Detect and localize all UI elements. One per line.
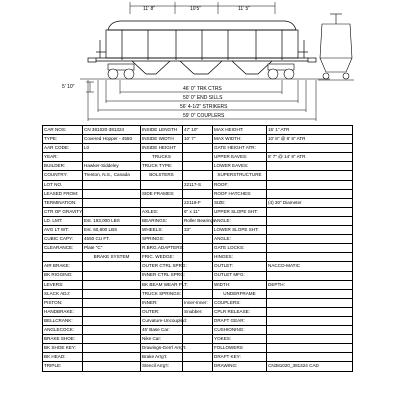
spec-value-b: [183, 289, 213, 298]
spec-value-c: [267, 253, 353, 262]
spec-value-b: [183, 153, 213, 162]
top-dim-1: 11' 8": [143, 6, 156, 12]
spec-row: [43, 162, 353, 171]
spec-value-b: Inner-Inner:: [183, 298, 213, 307]
spec-value-a: [83, 326, 141, 335]
spec-label-a: CTR OF GRAVITY:: [43, 207, 83, 216]
spec-table-body: [43, 126, 353, 372]
spec-label-c: MAX HEIGHT:: [213, 126, 267, 135]
spec-value-b: 22117-S: [183, 180, 213, 189]
spec-label-b: WHEELS:: [141, 226, 183, 235]
spec-value-a: BRAKE SYSTEM: [83, 253, 141, 262]
spec-label-c: SUPERSTRUCTURE: [213, 171, 267, 180]
spec-label-c: ANGLE:: [213, 235, 267, 244]
spec-value-a: [83, 280, 141, 289]
spec-value-c: [267, 307, 353, 316]
spec-row: [43, 135, 353, 144]
spec-label-a: PISTON:: [43, 298, 83, 307]
spec-label-a: TRIPLE:: [43, 362, 83, 371]
top-dim-2: 10'5": [190, 6, 202, 12]
spec-row: [43, 362, 353, 371]
spec-row: [43, 344, 353, 353]
couplers-dim: 59' 0" COUPLERS: [183, 113, 225, 119]
spec-value-c: [267, 344, 353, 353]
spec-value-b: [183, 171, 213, 180]
spec-row: [43, 144, 353, 153]
spec-value-b: Roller Bearings: [183, 216, 213, 225]
spec-value-b: [183, 362, 213, 371]
spec-value-c: [267, 171, 353, 180]
spec-value-b: 22118-F: [183, 198, 213, 207]
spec-value-b: 6" x 11": [183, 207, 213, 216]
spec-row: [43, 207, 353, 216]
spec-value-a: Est. 193,000 LBS: [83, 216, 141, 225]
spec-value-a: [83, 344, 141, 353]
side-dimension: [86, 82, 94, 92]
spec-label-a: LEVERS:: [43, 280, 83, 289]
spec-value-b: [183, 353, 213, 362]
spec-row: [43, 326, 353, 335]
spec-value-a: Covered Hopper - 4550: [83, 135, 141, 144]
spec-value-a: Plate "C": [83, 244, 141, 253]
spec-value-c: [267, 335, 353, 344]
spec-label-c: HINGES:: [213, 253, 267, 262]
spec-label-b: BOLSTERS: [141, 171, 183, 180]
spec-label-a: ANGLECOCK:: [43, 326, 83, 335]
strikers-dim: 56' 4-1/2" STRIKERS: [180, 104, 228, 110]
spec-value-a: [83, 353, 141, 362]
spec-label-c: ANGLE:: [213, 216, 267, 225]
spec-value-c: [267, 180, 353, 189]
spec-label-b: Drawings-Gen'l Arrg't:: [141, 344, 183, 353]
spec-value-c: [267, 144, 353, 153]
spec-label-b: INSIDE WIDTH: [141, 135, 183, 144]
spec-value-c: [267, 271, 353, 280]
spec-row: [43, 180, 353, 189]
spec-table: [42, 125, 353, 372]
spec-label-c: DRAWING:: [213, 362, 267, 371]
spec-label-a: BK SHOE KEY:: [43, 344, 83, 353]
spec-label-c: LOWER EAVES:: [213, 162, 267, 171]
spec-label-a: [43, 253, 83, 262]
spec-label-a: TYPE:: [43, 135, 83, 144]
spec-value-b: [183, 144, 213, 153]
spec-value-c: [267, 207, 353, 216]
spec-label-b: BK BEAM WEAR PLT:: [141, 280, 183, 289]
spec-value-c: [267, 244, 353, 253]
spec-label-b: FRIC. WEDGE:: [141, 253, 183, 262]
spec-value-c: [267, 189, 353, 198]
spec-label-c: ROOF:: [213, 180, 267, 189]
spec-row: [43, 262, 353, 271]
spec-label-a: CUBIC CAPY:: [43, 235, 83, 244]
spec-value-c: [267, 226, 353, 235]
spec-value-b: 33": [183, 226, 213, 235]
spec-label-b: TRUCK SPRINGS:: [141, 289, 183, 298]
spec-row: [43, 216, 353, 225]
spec-row: [43, 153, 353, 162]
spec-label-c: ROOF HATCHES:: [213, 189, 267, 198]
spec-value-c: 8' 7" @ 14' 8" ATR: [267, 153, 353, 162]
spec-row: [43, 235, 353, 244]
spec-row: [43, 316, 353, 325]
spec-label-b: AXLES:: [141, 207, 183, 216]
spec-label-b: INSIDE HEIGHT: [141, 144, 183, 153]
spec-value-a: CN 381020-381324: [83, 126, 141, 135]
spec-value-a: [83, 262, 141, 271]
spec-value-a: [83, 335, 141, 344]
spec-value-b: [183, 326, 213, 335]
spec-label-a: AVG LT WT:: [43, 226, 83, 235]
spec-label-b: R.BRG.ADAPTERS:: [141, 244, 183, 253]
truck-centers-dim: 46' 0" TRK CTRS: [183, 86, 222, 92]
spec-label-c: FOLLOWERS: [213, 344, 267, 353]
spec-value-a: [83, 289, 141, 298]
spec-value-a: [83, 298, 141, 307]
spec-label-a: BUILDER:: [43, 162, 83, 171]
spec-label-b: SIDE FRAMES:: [141, 189, 183, 198]
spec-label-b: BEARINGS:: [141, 216, 183, 225]
spec-label-b: Nike Car:: [141, 335, 183, 344]
spec-value-c: [267, 235, 353, 244]
spec-value-c: (4) 30" Diameter: [267, 198, 353, 207]
spec-value-b: [183, 271, 213, 280]
spec-value-b: [183, 344, 213, 353]
spec-value-c: [267, 289, 353, 298]
spec-label-c: UPPER EAVES:: [213, 153, 267, 162]
spec-label-c: UNDERFRAME: [213, 289, 267, 298]
spec-label-a: COUNTRY:: [43, 171, 83, 180]
end-sills-dim: 50' 0" END SILLS: [183, 95, 223, 101]
spec-label-c: SIZE:: [213, 198, 267, 207]
spec-value-a: [83, 198, 141, 207]
spec-label-c: GATE HEIGHT ATR:: [213, 144, 267, 153]
spec-value-a: [83, 316, 141, 325]
spec-row: [43, 253, 353, 262]
spec-row: [43, 189, 353, 198]
spec-label-a: LEASED FROM:: [43, 189, 83, 198]
spec-value-a: L0: [83, 144, 141, 153]
spec-value-a: [83, 180, 141, 189]
spec-label-a: HANDBRAKE:: [43, 307, 83, 316]
spec-label-b: OUTER CTRL SPRG:: [141, 262, 183, 271]
spec-label-c: GATE LOCKS:: [213, 244, 267, 253]
spec-label-a: LOT NO.: [43, 180, 83, 189]
spec-value-c: [267, 326, 353, 335]
spec-label-a: BK RIGGING:: [43, 271, 83, 280]
top-dim-3: 11' 5": [238, 6, 251, 12]
spec-label-b: 45' Base Car:: [141, 326, 183, 335]
spec-label-b: INNER:: [141, 298, 183, 307]
spec-label-c: WIDTH:: [213, 280, 267, 289]
spec-label-a: LD. LMT:: [43, 216, 83, 225]
spec-value-b: [183, 262, 213, 271]
spec-row: [43, 126, 353, 135]
spec-row: [43, 307, 353, 316]
spec-label-b: SPRINGS:: [141, 235, 183, 244]
car-elevation-drawing: [0, 0, 400, 125]
spec-label-a: CAR NOS:: [43, 126, 83, 135]
spec-value-b: [183, 316, 213, 325]
spec-label-b: Curvature-Uncoupled:: [141, 316, 183, 325]
spec-row: [43, 280, 353, 289]
spec-label-a: YEAR:: [43, 153, 83, 162]
spec-value-b: [183, 235, 213, 244]
spec-label-b: TRUCK TYPE:: [141, 162, 183, 171]
spec-value-b: [183, 189, 213, 198]
spec-label-c: DRAFT KEY:: [213, 353, 267, 362]
spec-row: [43, 244, 353, 253]
spec-value-c: [267, 162, 353, 171]
side-dim: 5' 10": [62, 84, 75, 90]
spec-value-b: [183, 335, 213, 344]
spec-value-c: [267, 216, 353, 225]
spec-value-a: [83, 307, 141, 316]
spec-row: [43, 271, 353, 280]
spec-row: [43, 298, 353, 307]
spec-label-b: OUTER:: [141, 307, 183, 316]
spec-value-c: NACCO-MATIC: [267, 262, 353, 271]
spec-label-c: LOWER SLOPE SHT:: [213, 226, 267, 235]
spec-row: [43, 171, 353, 180]
spec-label-a: AIR BRAKE:: [43, 262, 83, 271]
spec-label-a: AAR CODE:: [43, 144, 83, 153]
spec-label-c: OUTLET:: [213, 262, 267, 271]
spec-label-b: INNER CTRL SPRG:: [141, 271, 183, 280]
spec-label-b: TRUCKS: [141, 153, 183, 162]
spec-label-c: YOKES:: [213, 335, 267, 344]
spec-label-c: CUSHIONING:: [213, 326, 267, 335]
spec-label-b: [141, 180, 183, 189]
spec-label-b: Stencil Arrg't:: [141, 362, 183, 371]
spec-label-b: [141, 198, 183, 207]
spec-value-c: CN381020_381324 CAD: [267, 362, 353, 371]
spec-value-a: [83, 189, 141, 198]
spec-label-b: Brake Arrg't:: [141, 353, 183, 362]
spec-row: [43, 226, 353, 235]
spec-value-b: 47' 10": [183, 126, 213, 135]
spec-label-c: MAX WIDTH:: [213, 135, 267, 144]
spec-value-a: [83, 362, 141, 371]
spec-label-b: INSIDE LENGTH: [141, 126, 183, 135]
spec-label-c: OUTLET MFG:: [213, 271, 267, 280]
spec-value-b: 10' 7": [183, 135, 213, 144]
spec-label-a: CLEARANCE:: [43, 244, 83, 253]
spec-row: [43, 353, 353, 362]
spec-value-a: Trenton, N.S., Canada: [83, 171, 141, 180]
spec-label-c: COUPLERS:: [213, 298, 267, 307]
spec-label-c: UPPER SLOPE SHT:: [213, 207, 267, 216]
spec-value-c: DEPTH:: [267, 280, 353, 289]
end-view: [318, 14, 354, 80]
spec-label-a: BK HEAD:: [43, 353, 83, 362]
spec-row: [43, 335, 353, 344]
spec-label-a: TERMINATION:: [43, 198, 83, 207]
spec-row: [43, 289, 353, 298]
spec-label-a: BRAKE SHOE:: [43, 335, 83, 344]
spec-value-a: 4550 CU FT.: [83, 235, 141, 244]
spec-value-b: [183, 244, 213, 253]
spec-value-b: Snubber:: [183, 307, 213, 316]
spec-label-c: DRAFT GEAR:: [213, 316, 267, 325]
spec-row: [43, 198, 353, 207]
spec-value-a: Est. 60,800 LBS: [83, 226, 141, 235]
spec-value-c: 10' 8" @ 8' 8" ATR: [267, 135, 353, 144]
spec-value-c: 15' 1" ATR: [267, 126, 353, 135]
spec-value-b: [183, 162, 213, 171]
spec-value-c: [267, 298, 353, 307]
spec-label-a: SLACK ADJ:: [43, 289, 83, 298]
spec-value-a: [83, 271, 141, 280]
spec-value-a: [83, 153, 141, 162]
spec-value-a: Hawker-Siddeley: [83, 162, 141, 171]
spec-label-c: CPLR RELEASE:: [213, 307, 267, 316]
spec-value-c: [267, 353, 353, 362]
spec-value-c: [267, 316, 353, 325]
spec-value-a: [83, 207, 141, 216]
spec-label-a: BELLCRANK:: [43, 316, 83, 325]
spec-value-b: [183, 253, 213, 262]
